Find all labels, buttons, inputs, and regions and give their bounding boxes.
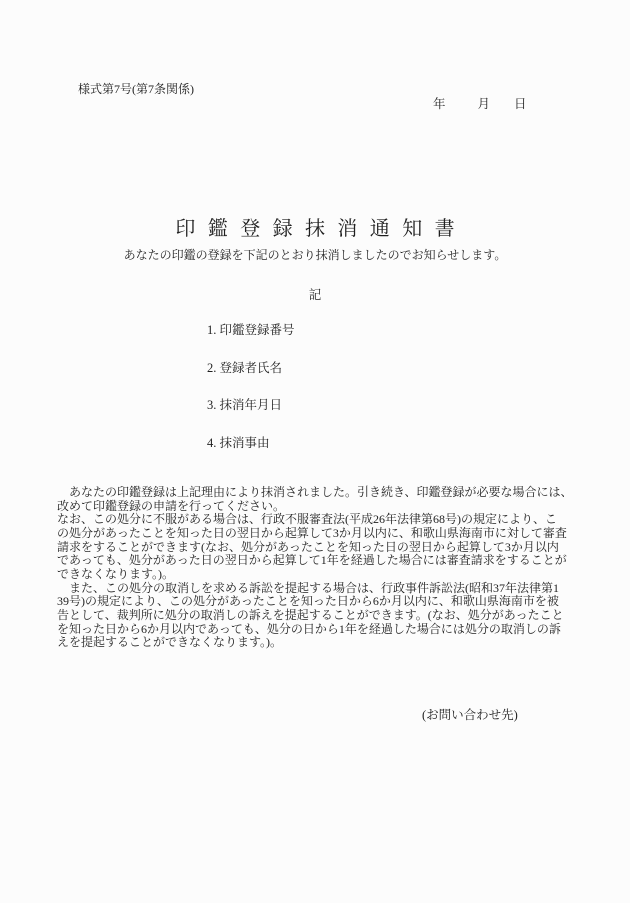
contact-label: (お問い合わせ先) [422, 708, 518, 722]
document-title: 印鑑登録抹消通知書 [175, 218, 467, 240]
date-month-label: 月 [477, 97, 491, 111]
body-line: 告として、裁判所に処分の取消しの訴えを提起することができます。(なお、処分があったこと [57, 607, 564, 622]
body-line: 改めて印鑑登録の申請を行ってください。 [57, 498, 286, 513]
body-line: の処分があったことを知った日の翌日から起算して3か月以内に、和歌山県海南市に対して審査 [57, 525, 567, 540]
body-line: あなたの印鑑登録は上記理由により抹消されました。引き続き、印鑑登録が必要な場合には、 [57, 485, 573, 499]
ki-heading: 記 [308, 288, 322, 302]
list-item-registrant-name: 2. 登録者氏名 [207, 360, 283, 375]
item-list [207, 324, 295, 474]
body-line: を知った日から6か月以内であっても、処分の日から1年を経過した場合には処分の取消しの訴 [57, 621, 561, 636]
date-day-label: 日 [514, 97, 527, 111]
body-line: 請求をすることができます(なお、処分があったことを知った日の翌日から起算して3か月以内 [57, 539, 559, 554]
list-item-registration-number: 1. 印鑑登録番号 [207, 323, 295, 337]
body-line: また、この処分の取消しを求める訴訟を提起する場合は、行政事件訴訟法(昭和37年法律第1 [57, 580, 559, 595]
date-line [433, 97, 527, 111]
list-item-cancellation-reason: 4. 抹消事由 [207, 435, 270, 450]
document-subtitle: あなたの印鑑の登録を下記のとおり抹消しましたのでお知らせします。 [123, 248, 507, 262]
body-line: 39号)の規定により、この処分があったことを知った日から6か月以内に、和歌山県海南市を被 [57, 594, 559, 609]
date-year-label: 年 [433, 97, 446, 111]
list-item-cancellation-date: 3. 抹消年月日 [207, 398, 283, 412]
body-line: なお、この処分に不服がある場合は、行政不服審査法(平成26年法律第68号)の規定により、こ [57, 512, 557, 527]
form-number: 様式第7号(第7条関係) [78, 82, 194, 96]
body-line: であっても、処分があった日の翌日から起算して1年を経過した場合には審査請求をすることが [57, 553, 567, 568]
body-line: できなくなります。)。 [57, 566, 175, 581]
body-line: えを提起することができなくなります。)。 [57, 635, 283, 650]
body-text [57, 486, 577, 650]
